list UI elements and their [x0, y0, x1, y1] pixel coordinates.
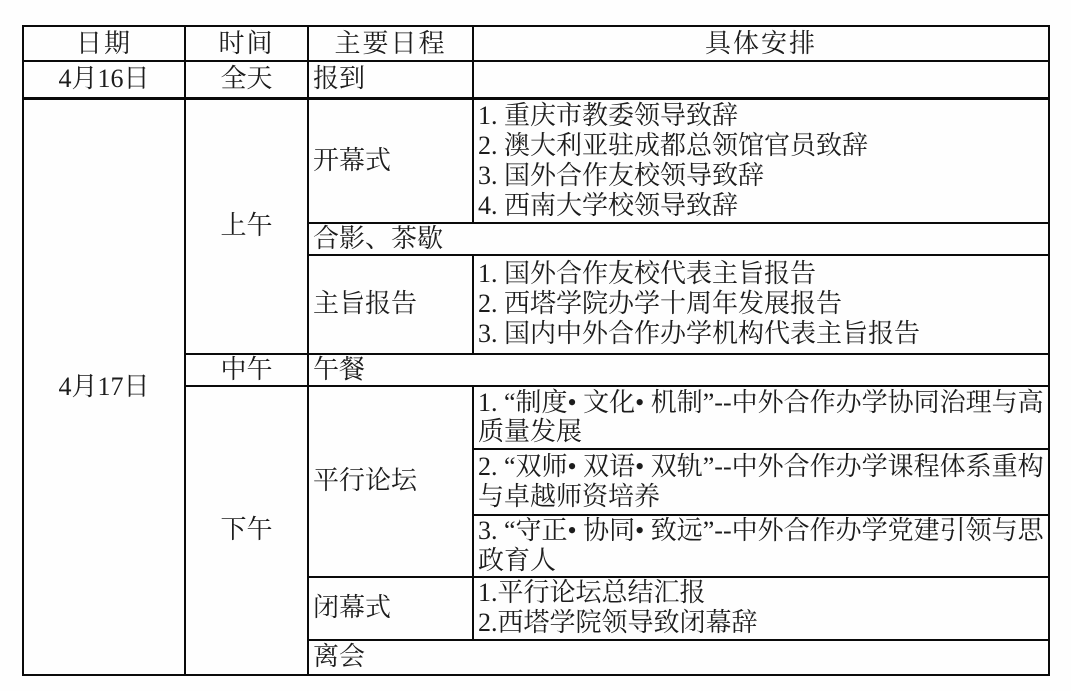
cell-time-noon: 中午 [185, 354, 308, 386]
detail-line: 1. 重庆市教委领导致辞 [478, 100, 739, 130]
cell-details-closing [473, 577, 1049, 640]
cell-date-apr16: 4月16日 [23, 61, 185, 98]
detail-line: 1. 国外合作友校代表主旨报告 [478, 259, 817, 289]
cell-program-forums: 平行论坛 [308, 386, 473, 577]
cell-time-afternoon: 下午 [185, 386, 308, 675]
cell-time-morning: 上午 [185, 98, 308, 354]
detail-line: 2.西塔学院领导致闭幕辞 [478, 608, 758, 638]
detail-line: 1.平行论坛总结汇报 [478, 578, 706, 608]
cell-program-opening: 开幕式 [308, 98, 473, 223]
cell-details-keynote [473, 255, 1049, 354]
schedule-table [22, 25, 1050, 676]
cell-program-checkin: 报到 [308, 61, 473, 98]
detail-line: 2. 西塔学院办学十周年发展报告 [478, 289, 843, 319]
header-date: 日期 [23, 26, 185, 61]
row-apr16 [23, 61, 1049, 98]
detail-line: 2. 澳大利亚驻成都总领馆官员致辞 [478, 130, 869, 160]
cell-details-forum-3: 3. “守正• 协同• 致远”--中外合作办学党建引领与思政育人 [473, 515, 1049, 577]
detail-line: 3. 国外合作友校领导致辞 [478, 160, 765, 190]
detail-line: 4. 西南大学校领导致辞 [478, 190, 739, 220]
cell-program-keynote: 主旨报告 [308, 255, 473, 354]
cell-photo-teabreak: 合影、茶歇 [308, 223, 1049, 255]
cell-program-lunch: 午餐 [308, 354, 1049, 386]
header-row [23, 26, 1049, 61]
header-time: 时间 [185, 26, 308, 61]
cell-program-closing: 闭幕式 [308, 577, 473, 640]
row-opening-ceremony [23, 98, 1049, 223]
cell-details-forum-1: 1. “制度• 文化• 机制”--中外合作办学协同治理与高质量发展 [473, 386, 1049, 449]
cell-details-opening [473, 98, 1049, 223]
cell-program-departure: 离会 [308, 640, 1049, 675]
cell-date-apr17: 4月17日 [23, 98, 185, 675]
header-main-program: 主要日程 [308, 26, 473, 61]
cell-time-allday: 全天 [185, 61, 308, 98]
header-details: 具体安排 [473, 26, 1049, 61]
detail-line: 3. 国内中外合作办学机构代表主旨报告 [478, 319, 921, 349]
cell-details-forum-2: 2. “双师• 双语• 双轨”--中外合作办学课程体系重构与卓越师资培养 [473, 449, 1049, 515]
cell-details-checkin-empty [473, 61, 1049, 98]
